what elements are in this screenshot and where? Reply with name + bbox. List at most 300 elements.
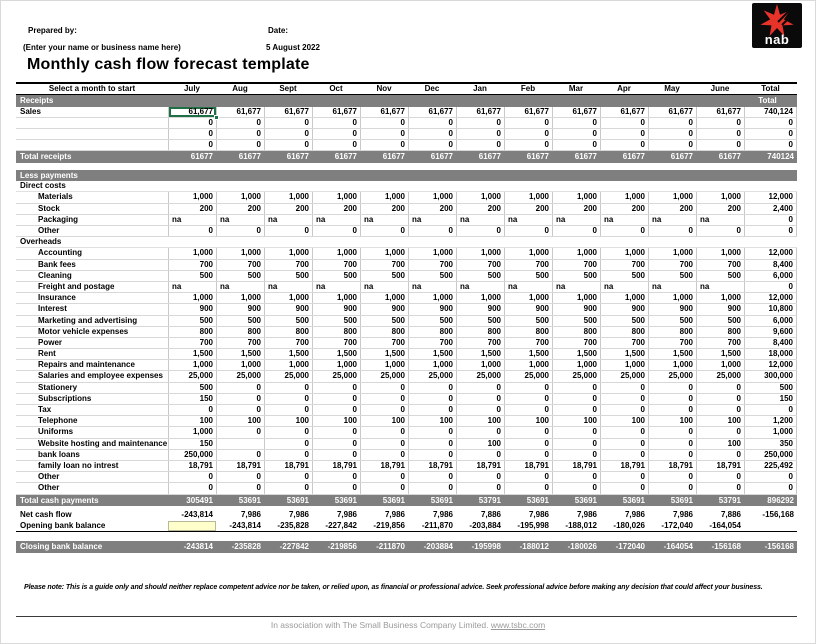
- value-cell[interactable]: na: [408, 282, 456, 292]
- value-cell[interactable]: na: [264, 215, 312, 225]
- value-cell[interactable]: 0: [600, 129, 648, 139]
- row-label[interactable]: Repairs and maintenance: [38, 360, 135, 370]
- value-cell[interactable]: 1,000: [552, 192, 600, 202]
- value-cell[interactable]: 500: [600, 271, 648, 281]
- value-cell[interactable]: 0: [216, 427, 264, 437]
- value-cell[interactable]: 0: [600, 450, 648, 460]
- value-cell[interactable]: 0: [168, 118, 216, 128]
- value-cell[interactable]: 1,000: [648, 192, 696, 202]
- value-cell[interactable]: 61677: [382, 152, 405, 162]
- value-cell[interactable]: 0: [168, 483, 216, 493]
- value-cell[interactable]: 500: [504, 271, 552, 281]
- value-cell[interactable]: 250,000: [168, 450, 216, 460]
- value-cell[interactable]: 100: [648, 416, 696, 426]
- total-cell[interactable]: 740124: [767, 152, 794, 162]
- value-cell[interactable]: 61,677: [360, 107, 408, 117]
- value-cell[interactable]: -164054: [663, 542, 693, 552]
- total-cell[interactable]: 0: [744, 483, 797, 493]
- value-cell[interactable]: 500: [312, 316, 360, 326]
- value-cell[interactable]: 800: [312, 327, 360, 337]
- value-cell[interactable]: 200: [456, 204, 504, 214]
- value-cell[interactable]: 0: [312, 140, 360, 150]
- value-cell[interactable]: 0: [360, 450, 408, 460]
- value-cell[interactable]: 700: [504, 260, 552, 270]
- value-cell[interactable]: 0: [408, 450, 456, 460]
- value-cell[interactable]: [552, 170, 600, 182]
- value-cell[interactable]: 0: [312, 129, 360, 139]
- value-cell[interactable]: 53691: [334, 495, 357, 505]
- value-cell[interactable]: -227842: [279, 542, 309, 552]
- value-cell[interactable]: 700: [168, 338, 216, 348]
- value-cell[interactable]: 0: [648, 226, 696, 236]
- value-cell[interactable]: 1,000: [696, 192, 744, 202]
- value-cell[interactable]: -195998: [471, 542, 501, 552]
- value-cell[interactable]: [696, 170, 744, 182]
- value-cell[interactable]: 500: [168, 271, 216, 281]
- value-cell[interactable]: 1,000: [312, 248, 360, 258]
- value-cell[interactable]: 0: [648, 129, 696, 139]
- value-cell[interactable]: 1,500: [600, 349, 648, 359]
- value-cell[interactable]: 0: [216, 226, 264, 236]
- value-cell[interactable]: 700: [312, 260, 360, 270]
- value-cell[interactable]: na: [312, 282, 360, 292]
- value-cell[interactable]: 900: [456, 304, 504, 314]
- value-cell[interactable]: 200: [264, 204, 312, 214]
- value-cell[interactable]: 0: [456, 405, 504, 415]
- row-label[interactable]: Stock: [38, 203, 60, 213]
- value-cell[interactable]: 500: [360, 316, 408, 326]
- value-cell[interactable]: [168, 95, 216, 107]
- value-cell[interactable]: 1,500: [456, 349, 504, 359]
- value-cell[interactable]: 0: [648, 450, 696, 460]
- value-cell[interactable]: -188012: [519, 542, 549, 552]
- value-cell[interactable]: 7,886: [720, 510, 741, 519]
- value-cell[interactable]: 900: [648, 304, 696, 314]
- value-cell[interactable]: 61,677: [264, 107, 312, 117]
- value-cell[interactable]: 0: [648, 472, 696, 482]
- value-cell[interactable]: -211870: [376, 542, 405, 552]
- row-label[interactable]: Opening bank balance: [20, 521, 106, 531]
- value-cell[interactable]: 800: [504, 327, 552, 337]
- value-cell[interactable]: 0: [696, 226, 744, 236]
- value-cell[interactable]: na: [456, 215, 504, 225]
- value-cell[interactable]: 1,000: [408, 293, 456, 303]
- value-cell[interactable]: 0: [216, 472, 264, 482]
- value-cell[interactable]: 1,000: [408, 360, 456, 370]
- total-cell[interactable]: 0: [744, 405, 797, 415]
- total-cell[interactable]: 18,000: [744, 349, 797, 359]
- value-cell[interactable]: na: [456, 282, 504, 292]
- value-cell[interactable]: 0: [312, 118, 360, 128]
- value-cell[interactable]: 500: [648, 271, 696, 281]
- row-label[interactable]: Bank fees: [38, 259, 76, 269]
- value-cell[interactable]: 0: [456, 383, 504, 393]
- value-cell[interactable]: 1,000: [216, 248, 264, 258]
- value-cell[interactable]: 18,791: [168, 461, 216, 471]
- value-cell[interactable]: 0: [168, 129, 216, 139]
- value-cell[interactable]: 61,677: [408, 107, 456, 117]
- value-cell[interactable]: 700: [504, 338, 552, 348]
- value-cell[interactable]: na: [552, 282, 600, 292]
- value-cell[interactable]: 25,000: [600, 371, 648, 381]
- value-cell[interactable]: 0: [264, 450, 312, 460]
- value-cell[interactable]: 0: [312, 483, 360, 493]
- total-cell[interactable]: 9,600: [744, 327, 797, 337]
- header-may[interactable]: May: [664, 84, 680, 93]
- value-cell[interactable]: 25,000: [264, 371, 312, 381]
- value-cell[interactable]: -172,040: [661, 521, 693, 531]
- value-cell[interactable]: 0: [408, 383, 456, 393]
- value-cell[interactable]: 53691: [430, 495, 453, 505]
- value-cell[interactable]: 0: [696, 450, 744, 460]
- value-cell[interactable]: na: [168, 282, 216, 292]
- value-cell[interactable]: 0: [408, 483, 456, 493]
- value-cell[interactable]: na: [168, 215, 216, 225]
- row-label[interactable]: bank loans: [38, 449, 80, 459]
- value-cell[interactable]: 0: [504, 405, 552, 415]
- value-cell[interactable]: 0: [264, 483, 312, 493]
- value-cell[interactable]: 1,000: [264, 360, 312, 370]
- row-label[interactable]: [16, 118, 168, 128]
- row-label[interactable]: Cleaning: [38, 270, 72, 280]
- value-cell[interactable]: 1,000: [600, 248, 648, 258]
- value-cell[interactable]: 0: [312, 226, 360, 236]
- value-cell[interactable]: 800: [648, 327, 696, 337]
- value-cell[interactable]: -203884: [423, 542, 453, 552]
- value-cell[interactable]: 0: [504, 226, 552, 236]
- value-cell[interactable]: 900: [408, 304, 456, 314]
- value-cell[interactable]: 0: [408, 427, 456, 437]
- value-cell[interactable]: -203,884: [469, 521, 501, 531]
- value-cell[interactable]: 1,000: [456, 293, 504, 303]
- date-value[interactable]: 5 August 2022: [266, 43, 320, 52]
- total-cell[interactable]: 12,000: [744, 360, 797, 370]
- header-dec[interactable]: Dec: [424, 84, 440, 93]
- value-cell[interactable]: 0: [552, 450, 600, 460]
- value-cell[interactable]: 1,000: [504, 360, 552, 370]
- value-cell[interactable]: 0: [696, 472, 744, 482]
- value-cell[interactable]: 0: [696, 140, 744, 150]
- value-cell[interactable]: 700: [648, 260, 696, 270]
- value-cell[interactable]: 0: [648, 427, 696, 437]
- value-cell[interactable]: na: [216, 282, 264, 292]
- value-cell[interactable]: -164,054: [709, 521, 741, 531]
- value-cell[interactable]: -219,856: [373, 521, 405, 531]
- value-cell[interactable]: 0: [600, 483, 648, 493]
- value-cell[interactable]: 0: [408, 405, 456, 415]
- value-cell[interactable]: 700: [216, 338, 264, 348]
- value-cell[interactable]: 53691: [286, 495, 309, 505]
- value-cell[interactable]: 1,000: [504, 192, 552, 202]
- value-cell[interactable]: 0: [552, 140, 600, 150]
- value-cell[interactable]: 0: [696, 427, 744, 437]
- total-cell[interactable]: 12,000: [744, 248, 797, 258]
- value-cell[interactable]: na: [408, 215, 456, 225]
- value-cell[interactable]: 700: [168, 260, 216, 270]
- value-cell[interactable]: 1,000: [168, 192, 216, 202]
- value-cell[interactable]: 0: [216, 483, 264, 493]
- value-cell[interactable]: 100: [312, 416, 360, 426]
- selected-cell[interactable]: [168, 107, 216, 117]
- value-cell[interactable]: 200: [168, 204, 216, 214]
- value-cell[interactable]: 0: [456, 472, 504, 482]
- header-mar[interactable]: Mar: [568, 84, 584, 93]
- value-cell[interactable]: 0: [648, 439, 696, 449]
- value-cell[interactable]: 61677: [622, 152, 645, 162]
- value-cell[interactable]: 61677: [238, 152, 261, 162]
- value-cell[interactable]: 61,677: [600, 107, 648, 117]
- value-cell[interactable]: 18,791: [552, 461, 600, 471]
- row-label[interactable]: Packaging: [38, 214, 79, 224]
- value-cell[interactable]: -211,870: [421, 521, 453, 531]
- value-cell[interactable]: 1,000: [168, 360, 216, 370]
- value-cell[interactable]: 0: [360, 472, 408, 482]
- value-cell[interactable]: na: [504, 282, 552, 292]
- value-cell[interactable]: 0: [264, 405, 312, 415]
- value-cell[interactable]: 900: [312, 304, 360, 314]
- value-cell[interactable]: 500: [312, 271, 360, 281]
- value-cell[interactable]: [168, 170, 216, 182]
- header-total[interactable]: Total: [761, 84, 780, 93]
- value-cell[interactable]: -227,842: [325, 521, 357, 531]
- value-cell[interactable]: 0: [504, 383, 552, 393]
- value-cell[interactable]: 200: [648, 204, 696, 214]
- value-cell[interactable]: 0: [312, 405, 360, 415]
- value-cell[interactable]: 7,986: [432, 510, 453, 519]
- value-cell[interactable]: 100: [456, 439, 504, 449]
- value-cell[interactable]: na: [696, 215, 744, 225]
- value-cell[interactable]: -243,814: [181, 510, 213, 519]
- row-label[interactable]: Other: [38, 226, 60, 235]
- value-cell[interactable]: 0: [360, 394, 408, 404]
- value-cell[interactable]: 0: [264, 129, 312, 139]
- value-cell[interactable]: 0: [552, 118, 600, 128]
- value-cell[interactable]: 0: [504, 472, 552, 482]
- value-cell[interactable]: 61,677: [552, 107, 600, 117]
- row-label[interactable]: Subscriptions: [38, 393, 92, 403]
- value-cell[interactable]: 100: [264, 416, 312, 426]
- value-cell[interactable]: 53791: [718, 495, 741, 505]
- value-cell[interactable]: 0: [360, 483, 408, 493]
- value-cell[interactable]: -235,828: [277, 521, 309, 531]
- value-cell[interactable]: 1,500: [264, 349, 312, 359]
- total-cell[interactable]: 2,400: [744, 204, 797, 214]
- value-cell[interactable]: 0: [264, 439, 312, 449]
- value-cell[interactable]: [312, 170, 360, 182]
- value-cell[interactable]: 61677: [478, 152, 501, 162]
- value-cell[interactable]: [696, 95, 744, 107]
- row-label[interactable]: Other: [38, 472, 60, 482]
- value-cell[interactable]: [216, 439, 264, 449]
- value-cell[interactable]: 1,000: [648, 293, 696, 303]
- value-cell[interactable]: 0: [216, 118, 264, 128]
- value-cell[interactable]: 25,000: [456, 371, 504, 381]
- value-cell[interactable]: 0: [312, 439, 360, 449]
- value-cell[interactable]: 700: [696, 260, 744, 270]
- value-cell[interactable]: 100: [504, 416, 552, 426]
- total-cell[interactable]: 8,400: [744, 260, 797, 270]
- value-cell[interactable]: [456, 95, 504, 107]
- row-label[interactable]: Closing bank balance: [20, 542, 103, 552]
- value-cell[interactable]: 53791: [478, 495, 501, 505]
- value-cell[interactable]: [552, 95, 600, 107]
- value-cell[interactable]: 900: [216, 304, 264, 314]
- value-cell[interactable]: 61,677: [696, 107, 744, 117]
- value-cell[interactable]: 0: [600, 383, 648, 393]
- row-label[interactable]: Marketing and advertising: [38, 315, 138, 325]
- value-cell[interactable]: 0: [552, 129, 600, 139]
- value-cell[interactable]: 200: [696, 204, 744, 214]
- value-cell[interactable]: 0: [360, 439, 408, 449]
- value-cell[interactable]: -219856: [327, 542, 357, 552]
- value-cell[interactable]: 700: [552, 260, 600, 270]
- section-label[interactable]: Direct costs: [20, 181, 66, 191]
- value-cell[interactable]: -195,998: [517, 521, 549, 531]
- value-cell[interactable]: [456, 170, 504, 182]
- value-cell[interactable]: 18,791: [312, 461, 360, 471]
- value-cell[interactable]: na: [648, 282, 696, 292]
- value-cell[interactable]: 0: [312, 450, 360, 460]
- value-cell[interactable]: -243,814: [229, 521, 261, 531]
- value-cell[interactable]: 1,000: [456, 248, 504, 258]
- row-label[interactable]: Interest: [38, 304, 67, 314]
- value-cell[interactable]: 61,677: [216, 107, 264, 117]
- value-cell[interactable]: [360, 95, 408, 107]
- value-cell[interactable]: 18,791: [456, 461, 504, 471]
- value-cell[interactable]: 305491: [186, 495, 213, 505]
- value-cell[interactable]: 0: [552, 405, 600, 415]
- total-cell[interactable]: 250,000: [744, 450, 797, 460]
- value-cell[interactable]: 150: [168, 394, 216, 404]
- value-cell[interactable]: 0: [216, 405, 264, 415]
- value-cell[interactable]: 0: [360, 118, 408, 128]
- value-cell[interactable]: 1,000: [312, 192, 360, 202]
- value-cell[interactable]: 900: [264, 304, 312, 314]
- value-cell[interactable]: 150: [168, 439, 216, 449]
- value-cell[interactable]: 0: [456, 483, 504, 493]
- value-cell[interactable]: 0: [504, 118, 552, 128]
- value-cell[interactable]: 1,000: [408, 192, 456, 202]
- header-nov[interactable]: Nov: [376, 84, 392, 93]
- total-cell[interactable]: 0: [744, 282, 797, 292]
- total-cell[interactable]: 12,000: [744, 293, 797, 303]
- total-cell[interactable]: 0: [744, 129, 797, 139]
- header-feb[interactable]: Feb: [520, 84, 536, 93]
- value-cell[interactable]: 800: [408, 327, 456, 337]
- value-cell[interactable]: 18,791: [696, 461, 744, 471]
- value-cell[interactable]: 7,986: [576, 510, 597, 519]
- value-cell[interactable]: 0: [408, 439, 456, 449]
- value-cell[interactable]: na: [216, 215, 264, 225]
- value-cell[interactable]: 1,000: [504, 248, 552, 258]
- value-cell[interactable]: 61677: [574, 152, 597, 162]
- value-cell[interactable]: 7,986: [384, 510, 405, 519]
- header-aug[interactable]: Aug: [232, 84, 248, 93]
- value-cell[interactable]: 0: [216, 129, 264, 139]
- value-cell[interactable]: 500: [264, 316, 312, 326]
- value-cell[interactable]: 700: [312, 338, 360, 348]
- total-cell[interactable]: -156168: [764, 542, 794, 552]
- value-cell[interactable]: 53691: [574, 495, 597, 505]
- value-cell[interactable]: 0: [360, 129, 408, 139]
- value-cell[interactable]: 0: [648, 405, 696, 415]
- header-oct[interactable]: Oct: [329, 84, 343, 93]
- value-cell[interactable]: 1,000: [696, 360, 744, 370]
- value-cell[interactable]: 61677: [286, 152, 309, 162]
- value-cell[interactable]: 200: [600, 204, 648, 214]
- value-cell[interactable]: 700: [696, 338, 744, 348]
- value-cell[interactable]: 1,000: [600, 360, 648, 370]
- row-label[interactable]: Total cash payments: [20, 495, 99, 505]
- value-cell[interactable]: 18,791: [264, 461, 312, 471]
- value-cell[interactable]: 1,000: [456, 192, 504, 202]
- value-cell[interactable]: 0: [312, 394, 360, 404]
- value-cell[interactable]: 0: [264, 427, 312, 437]
- value-cell[interactable]: 0: [456, 118, 504, 128]
- value-cell[interactable]: 100: [360, 416, 408, 426]
- total-cell[interactable]: 350: [744, 439, 797, 449]
- row-label[interactable]: Receipts: [20, 96, 54, 105]
- value-cell[interactable]: 1,500: [648, 349, 696, 359]
- value-cell[interactable]: 0: [264, 472, 312, 482]
- value-cell[interactable]: 1,000: [600, 192, 648, 202]
- value-cell[interactable]: -180,026: [613, 521, 645, 531]
- value-cell[interactable]: 61677: [526, 152, 549, 162]
- value-cell[interactable]: [648, 95, 696, 107]
- value-cell[interactable]: 61677: [334, 152, 357, 162]
- value-cell[interactable]: 53691: [382, 495, 405, 505]
- value-cell[interactable]: 0: [504, 129, 552, 139]
- value-cell[interactable]: na: [504, 215, 552, 225]
- value-cell[interactable]: 200: [312, 204, 360, 214]
- row-label[interactable]: Website hosting and maintenance: [38, 438, 168, 448]
- value-cell[interactable]: 0: [264, 226, 312, 236]
- value-cell[interactable]: 500: [600, 316, 648, 326]
- value-cell[interactable]: 0: [696, 383, 744, 393]
- value-cell[interactable]: 0: [696, 394, 744, 404]
- value-cell[interactable]: 500: [408, 316, 456, 326]
- value-cell[interactable]: 0: [456, 129, 504, 139]
- value-cell[interactable]: 500: [216, 271, 264, 281]
- value-cell[interactable]: 0: [504, 483, 552, 493]
- value-cell[interactable]: 0: [408, 129, 456, 139]
- value-cell[interactable]: 0: [600, 140, 648, 150]
- value-cell[interactable]: 0: [552, 383, 600, 393]
- value-cell[interactable]: [360, 170, 408, 182]
- value-cell[interactable]: [264, 95, 312, 107]
- value-cell[interactable]: 1,000: [216, 293, 264, 303]
- value-cell[interactable]: 1,000: [168, 427, 216, 437]
- value-cell[interactable]: 7,986: [240, 510, 261, 519]
- value-cell[interactable]: 1,000: [456, 360, 504, 370]
- value-cell[interactable]: 0: [312, 383, 360, 393]
- value-cell[interactable]: 25,000: [360, 371, 408, 381]
- value-cell[interactable]: 1,000: [312, 293, 360, 303]
- value-cell[interactable]: 1,000: [552, 248, 600, 258]
- value-cell[interactable]: 900: [696, 304, 744, 314]
- value-cell[interactable]: 0: [312, 427, 360, 437]
- value-cell[interactable]: na: [360, 215, 408, 225]
- value-cell[interactable]: 0: [696, 483, 744, 493]
- value-cell[interactable]: 200: [216, 204, 264, 214]
- value-cell[interactable]: 1,000: [216, 360, 264, 370]
- value-cell[interactable]: [648, 170, 696, 182]
- value-cell[interactable]: -180026: [567, 542, 597, 552]
- value-cell[interactable]: [312, 95, 360, 107]
- total-cell[interactable]: 0: [744, 140, 797, 150]
- value-cell[interactable]: 200: [504, 204, 552, 214]
- value-cell[interactable]: 1,000: [216, 192, 264, 202]
